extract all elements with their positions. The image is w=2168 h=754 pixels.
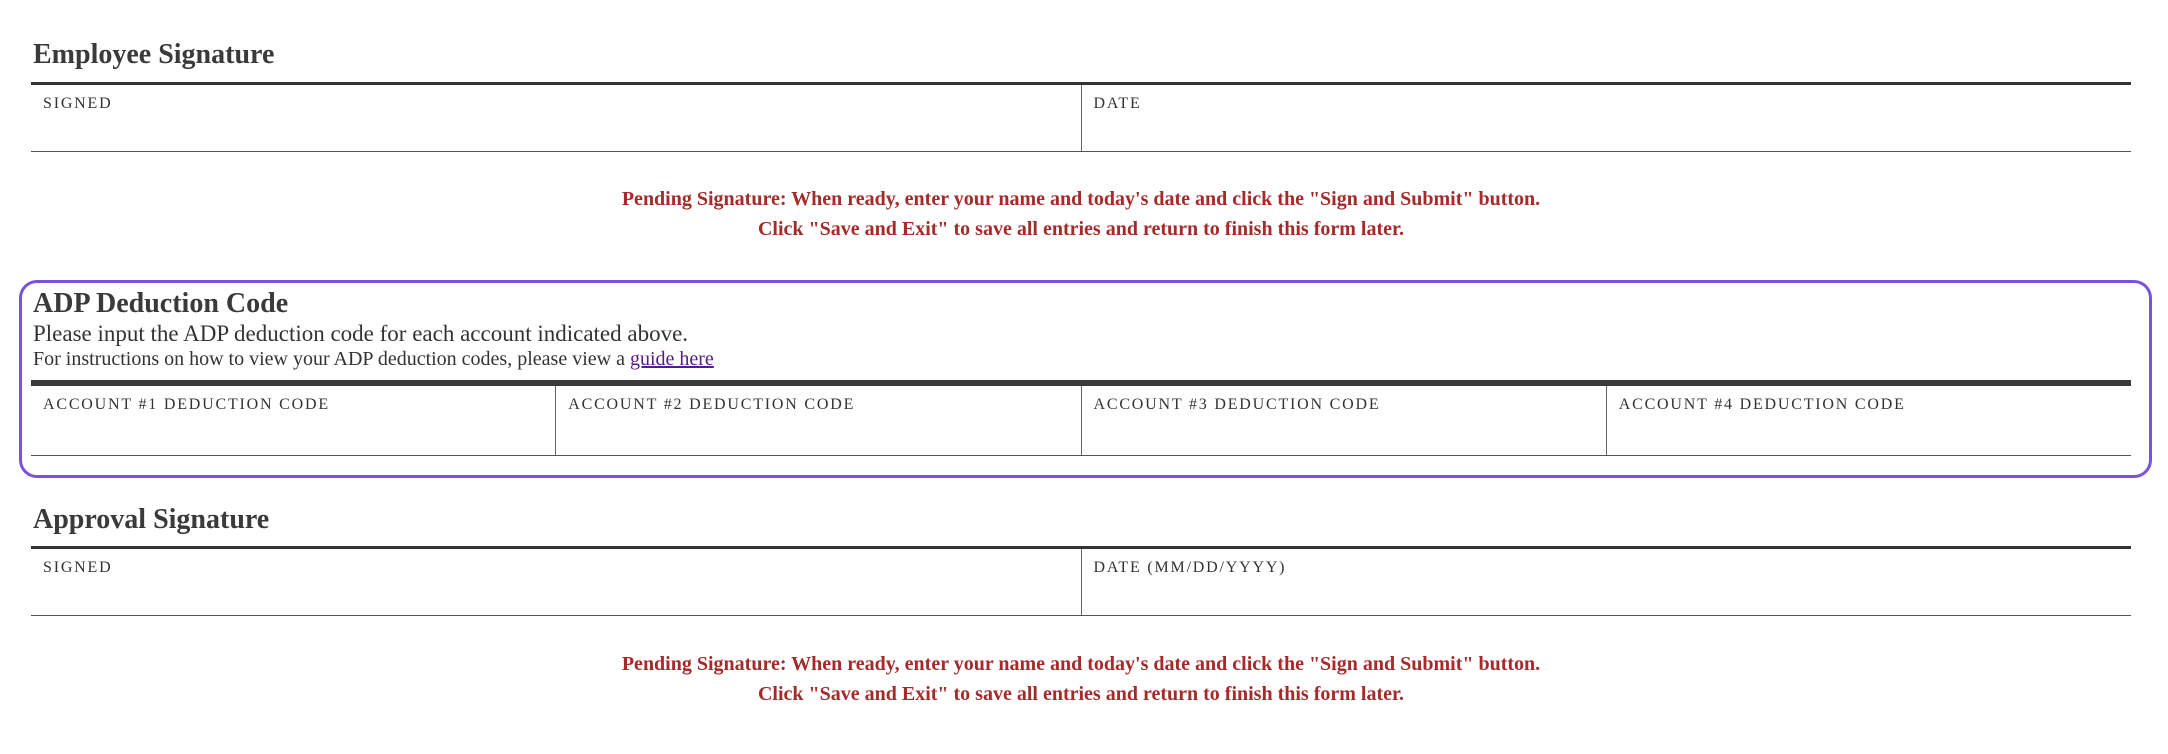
guide-link[interactable]: guide here: [629, 348, 714, 370]
account-4-deduction-label: ACCOUNT #4 DEDUCTION CODE: [1618, 396, 1906, 413]
account-2-deduction-input[interactable]: [556, 420, 1080, 455]
adp-instructions-text: For instructions on how to view your ADP deduction codes, please view a: [33, 348, 625, 370]
account-1-deduction-input[interactable]: [31, 420, 555, 455]
account-1-deduction-field[interactable]: [31, 386, 555, 455]
employee-signed-label: SIGNED: [43, 95, 113, 112]
account-3-deduction-input[interactable]: [1082, 420, 1606, 455]
account-4-deduction-field[interactable]: [1606, 386, 2131, 455]
employee-signature-row: [31, 82, 2131, 152]
account-3-deduction-label: ACCOUNT #3 DEDUCTION CODE: [1093, 396, 1381, 413]
adp-description: Please input the ADP deduction code for each account indicated above.: [33, 321, 689, 346]
approval-signature-row: [31, 546, 2131, 616]
adp-section: [33, 287, 2131, 371]
adp-fields-row: [31, 380, 2131, 456]
approval-pending-line2: Click "Save and Exit" to save all entries and return to finish this form later.: [757, 683, 1405, 705]
approval-signed-input[interactable]: [31, 583, 1081, 615]
employee-date-label: DATE: [1093, 95, 1142, 112]
approval-signed-label: SIGNED: [43, 559, 113, 576]
employee-signature-title: Employee Signature: [33, 39, 275, 70]
approval-date-field[interactable]: [1081, 549, 2132, 615]
approval-pending-notice: [31, 649, 2131, 709]
employee-signed-field[interactable]: [31, 85, 1081, 151]
employee-signature-section: [33, 38, 2131, 72]
account-2-deduction-field[interactable]: [555, 386, 1080, 455]
employee-date-input[interactable]: [1082, 119, 2132, 151]
approval-signature-section: [33, 503, 2131, 537]
account-2-deduction-label: ACCOUNT #2 DEDUCTION CODE: [568, 396, 856, 413]
account-1-deduction-label: ACCOUNT #1 DEDUCTION CODE: [43, 396, 330, 413]
account-3-deduction-field[interactable]: [1081, 386, 1606, 455]
approval-signature-title: Approval Signature: [33, 504, 270, 535]
employee-date-field[interactable]: [1081, 85, 2132, 151]
approval-date-label: DATE (MM/DD/YYYY): [1093, 559, 1287, 576]
adp-instructions: [33, 347, 2131, 371]
approval-signed-field[interactable]: [31, 549, 1081, 615]
employee-pending-line1: Pending Signature: When ready, enter your name and today's date and click the "Sign and Submit" button.: [621, 188, 1541, 210]
approval-date-input[interactable]: [1082, 583, 2132, 615]
approval-pending-line1: Pending Signature: When ready, enter your name and today's date and click the "Sign and Submit" button.: [621, 653, 1541, 675]
employee-signed-input[interactable]: [31, 119, 1081, 151]
employee-pending-line2: Click "Save and Exit" to save all entries and return to finish this form later.: [757, 218, 1405, 240]
account-4-deduction-input[interactable]: [1607, 420, 2131, 455]
adp-title: ADP Deduction Code: [33, 288, 289, 319]
employee-pending-notice: [31, 184, 2131, 244]
